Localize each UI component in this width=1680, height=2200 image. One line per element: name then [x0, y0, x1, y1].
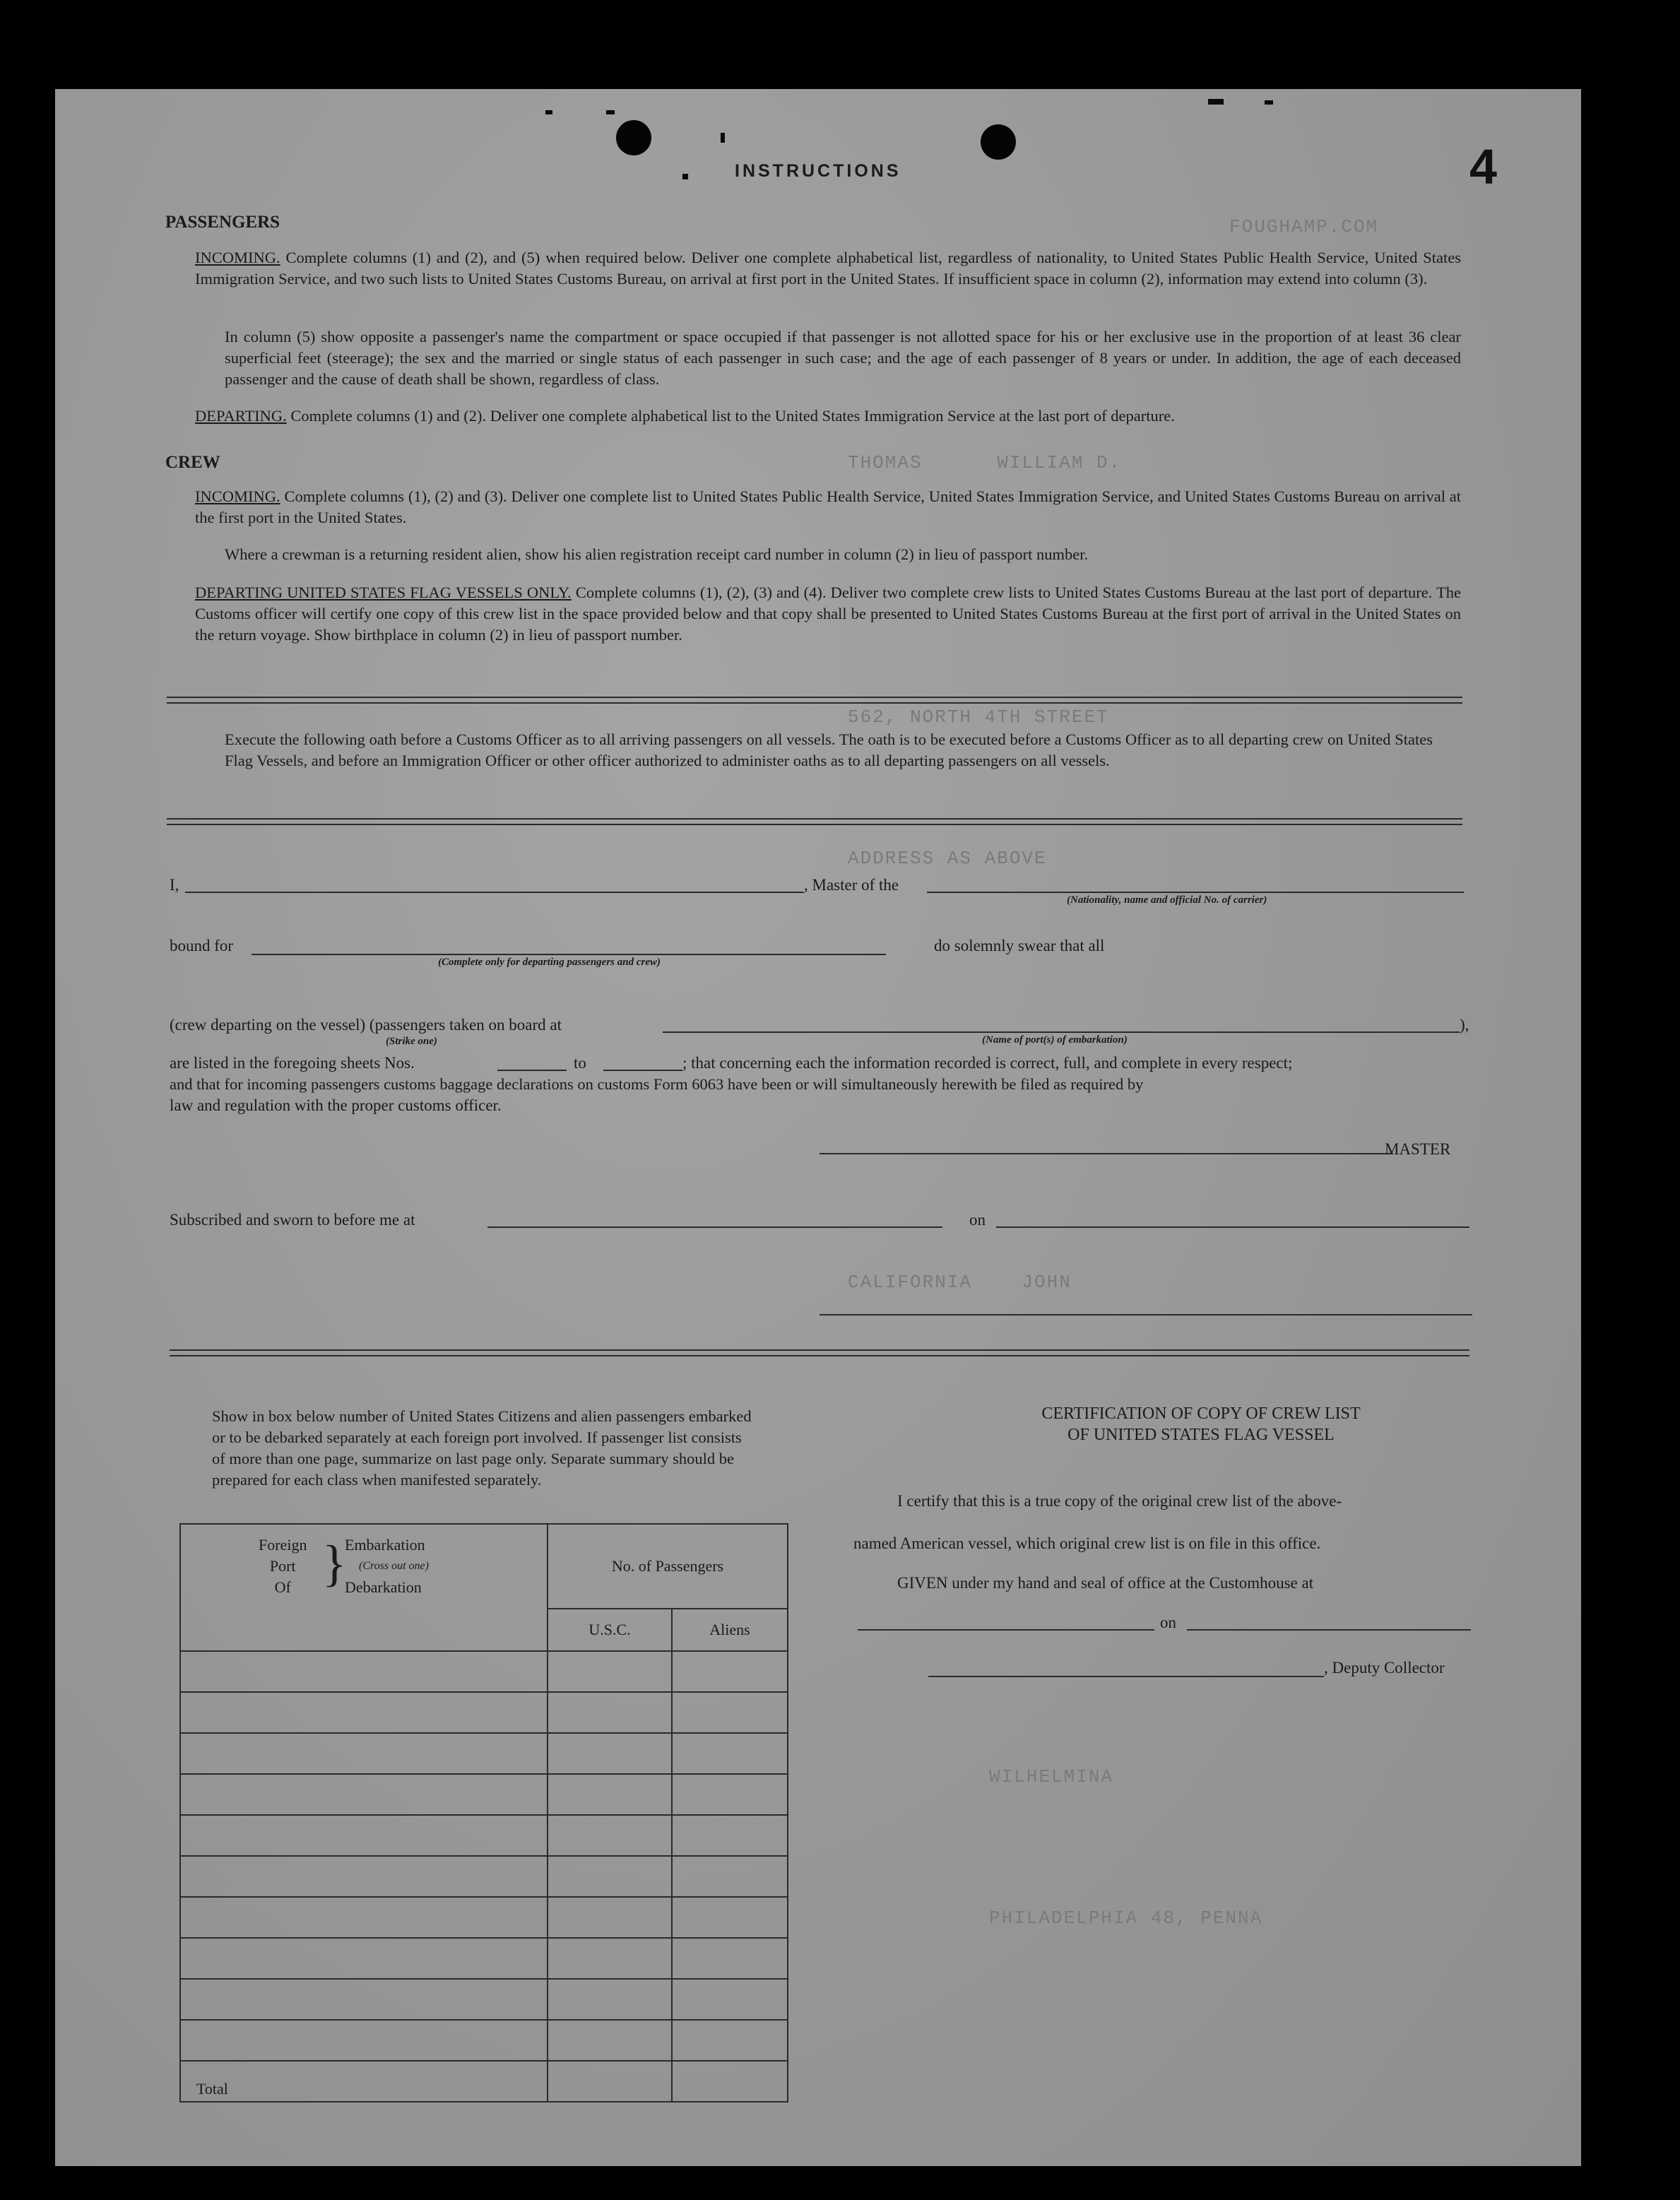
deputy-signature-line[interactable]	[928, 1676, 1324, 1677]
usc-cell[interactable]	[548, 1979, 672, 2020]
listed-line3: law and regulation with the proper customs officer.	[170, 1096, 502, 1114]
port-cell[interactable]	[180, 1979, 548, 2020]
of-label: Of	[274, 1578, 291, 1596]
crew-incoming-paragraph	[195, 486, 1461, 528]
crew-departing-paragraph	[195, 582, 1461, 646]
officer-signature-line[interactable]	[820, 1314, 1472, 1315]
usc-cell[interactable]	[548, 2020, 672, 2061]
aliens-cell[interactable]	[672, 1651, 788, 1692]
sheet-to-line[interactable]	[603, 1070, 682, 1071]
passengers-incoming-paragraph	[195, 247, 1461, 290]
cross-out-note: (Cross out one)	[359, 1560, 429, 1572]
aliens-cell[interactable]	[672, 1733, 788, 1774]
usc-cell[interactable]	[548, 1774, 672, 1815]
crew-departing-text: Complete columns (1), (2), (3) and (4). Deliver two complete crew lists to United States Customs Bureau at the last port of departure. The Customs officer will certify one copy of this crew list in the space provided below and that copy shall be presented to United States Customs Bureau at the first port of arrival in the United States on the return voyage. Show birthplace in column (2) in lieu of passport number.	[195, 584, 1462, 644]
port-cell[interactable]	[180, 1856, 548, 1897]
port-cell[interactable]	[180, 1774, 548, 1815]
certification-date-line[interactable]	[1187, 1629, 1471, 1631]
aliens-cell[interactable]	[672, 1856, 788, 1897]
aliens-cell[interactable]	[672, 1979, 788, 2020]
usc-cell[interactable]	[548, 1856, 672, 1897]
aliens-cell[interactable]	[672, 1938, 788, 1979]
usc-cell[interactable]	[548, 1938, 672, 1979]
swear-label: do solemnly swear that all	[934, 937, 1105, 954]
port-cell[interactable]	[180, 1897, 548, 1938]
customhouse-line[interactable]	[858, 1629, 1154, 1631]
listed-to-label: to	[574, 1054, 586, 1072]
aliens-cell[interactable]	[672, 1815, 788, 1856]
sheet-from-line[interactable]	[497, 1070, 567, 1071]
deputy-collector-label: , Deputy Collector	[1324, 1659, 1445, 1676]
punch-hole-right	[981, 124, 1016, 160]
usc-cell[interactable]	[548, 1897, 672, 1938]
port-cell[interactable]	[180, 1692, 548, 1733]
bleed-through: THOMAS WILLIAM D.	[848, 452, 1122, 473]
usc-cell[interactable]	[548, 1692, 672, 1733]
crew-departing-label: (crew departing on the vessel) (passengers taken on board at	[170, 1016, 562, 1034]
section-divider	[167, 697, 1462, 704]
page-title: INSTRUCTIONS	[735, 161, 901, 181]
listed-line2: and that for incoming passengers customs baggage declarations on customs Form 6063 have been or will simultaneously herewith be filed as required by	[170, 1075, 1144, 1093]
aliens-cell[interactable]	[672, 1692, 788, 1733]
certification-given: GIVEN under my hand and seal of office at the Customhouse at	[897, 1574, 1314, 1592]
usc-total-cell[interactable]	[548, 2061, 672, 2102]
port-cell[interactable]	[180, 1733, 548, 1774]
close-paren: ),	[1460, 1016, 1469, 1034]
oath-intro: Execute the following oath before a Customs Officer as to all arriving passengers on all vessels. The oath is to be executed before a Customs Officer as to all departing crew on United States Flag Vessels, and before an Immigration Officer or other officer authorized to administer oaths as to all departing passengers on all vessels.	[225, 731, 1433, 769]
bound-for-label: bound for	[170, 937, 234, 954]
subscribed-label: Subscribed and sworn to before me at	[170, 1211, 415, 1229]
corner-page-number: 4	[1469, 139, 1497, 194]
usc-cell[interactable]	[548, 1651, 672, 1692]
port-cell[interactable]	[180, 1815, 548, 1856]
no-of-passengers-header: No. of Passengers	[548, 1524, 788, 1609]
sworn-date-line[interactable]	[996, 1226, 1469, 1228]
punch-hole-left	[616, 120, 651, 155]
aliens-cell[interactable]	[672, 2020, 788, 2061]
passenger-summary-table	[179, 1523, 788, 2103]
sworn-place-line[interactable]	[487, 1226, 942, 1228]
certification-text-1: I certify that this is a true copy of the original crew list of the above-	[897, 1492, 1342, 1510]
carrier-note: (Nationality, name and official No. of carrier)	[1067, 894, 1267, 906]
foreign-label: Foreign	[259, 1536, 307, 1554]
ink-mark	[606, 110, 615, 114]
bound-for-line[interactable]	[252, 954, 886, 955]
aliens-cell[interactable]	[672, 1774, 788, 1815]
master-label: MASTER	[1385, 1140, 1451, 1158]
port-cell[interactable]	[180, 2020, 548, 2061]
ink-mark	[1265, 100, 1273, 105]
embarkation-label: Embarkation	[345, 1536, 425, 1554]
crew-departing-label: DEPARTING UNITED STATES FLAG VESSELS ONLY.	[195, 584, 572, 601]
bleed-through: WILHELMINA	[989, 1766, 1114, 1787]
bleed-through: PHILADELPHIA 48, PENNA	[989, 1908, 1263, 1929]
master-signature-line[interactable]	[820, 1153, 1393, 1154]
oath-i-label: I,	[170, 876, 179, 894]
sworn-on-label: on	[969, 1211, 986, 1229]
ink-mark	[721, 133, 725, 143]
aliens-header: Aliens	[672, 1609, 788, 1651]
ink-mark	[1208, 99, 1224, 105]
port-cell[interactable]	[180, 1651, 548, 1692]
listed-text: ; that concerning each the information recorded is correct, full, and complete in every respect;	[682, 1054, 1293, 1072]
bound-for-note: (Complete only for departing passengers and crew)	[438, 957, 661, 968]
crew-incoming-label: INCOMING.	[195, 487, 280, 505]
usc-cell[interactable]	[548, 1733, 672, 1774]
ink-mark	[682, 174, 688, 179]
passengers-departing-paragraph	[195, 406, 1461, 427]
brace-icon: }	[322, 1535, 347, 1592]
section-divider	[170, 1349, 1469, 1356]
master-name-line[interactable]	[185, 892, 804, 893]
usc-header: U.S.C.	[548, 1609, 672, 1651]
debarkation-label: Debarkation	[345, 1578, 422, 1596]
bleed-through: ADDRESS AS ABOVE	[848, 848, 1047, 869]
aliens-cell[interactable]	[672, 1897, 788, 1938]
certification-title-1: CERTIFICATION OF COPY OF CREW LIST	[1041, 1404, 1361, 1423]
passengers-heading: PASSENGERS	[165, 213, 280, 232]
certification-text-2: named American vessel, which original crew list is on file in this office.	[853, 1534, 1321, 1552]
crew-incoming-text: Complete columns (1), (2) and (3). Deliver one complete list to United States Public Health Service, United States Immigration Service, and United States Customs Bureau on arrival at the first port in the United States.	[195, 487, 1461, 526]
passengers-incoming-label: INCOMING.	[195, 249, 280, 266]
listed-label: are listed in the foregoing sheets Nos.	[170, 1054, 415, 1072]
bleed-through: FOUGHAMP.COM	[1229, 216, 1379, 237]
section-divider	[167, 818, 1462, 825]
certification-title-2: OF UNITED STATES FLAG VESSEL	[1067, 1426, 1335, 1444]
passengers-departing-text: Complete columns (1) and (2). Deliver one complete alphabetical list to the United States Immigration Service at the last port of departure.	[290, 407, 1175, 425]
certification-on: on	[1160, 1614, 1176, 1631]
port-header-cell	[180, 1524, 548, 1651]
embarkation-ports-line[interactable]	[663, 1031, 1460, 1033]
bleed-through: CALIFORNIA JOHN	[848, 1272, 1072, 1293]
total-label: Total	[180, 2061, 548, 2102]
usc-cell[interactable]	[548, 1815, 672, 1856]
aliens-total-cell[interactable]	[672, 2061, 788, 2102]
crew-heading: CREW	[165, 453, 220, 472]
strike-note: (Strike one)	[386, 1036, 437, 1047]
port-label: Port	[269, 1557, 296, 1575]
port-cell[interactable]	[180, 1938, 548, 1979]
master-of-label: , Master of the	[804, 876, 899, 894]
crew-resident-paragraph: Where a crewman is a returning resident alien, show his alien registration receipt card number in column (2) in lieu of passport number.	[225, 545, 1089, 563]
carrier-line[interactable]	[927, 892, 1464, 893]
passengers-incoming-text: Complete columns (1) and (2), and (5) when required below. Deliver one complete alphabetical list, regardless of nationality, to United States Public Health Service, United States Immigration Service, and two such lists to United States Customs Bureau, on arrival at first port in the United States. If insufficient space in column (2), information may extend into column (3).	[195, 249, 1462, 288]
bleed-through: 562, NORTH 4TH STREET	[848, 706, 1109, 728]
passengers-departing-label: DEPARTING.	[195, 407, 287, 425]
ports-note: (Name of port(s) of embarkation)	[982, 1034, 1128, 1046]
ink-mark	[545, 110, 552, 114]
column5-paragraph: In column (5) show opposite a passenger's name the compartment or space occupied if that passenger is not allotted space for his or her exclusive use in the proportion of at least 36 clear superficial feet (steerage); the sex and the married or single status of each passenger in such case; and the age of each passenger of 8 years or under. In addition, the age of each deceased passenger and the cause of death shall be shown, regardless of class.	[225, 328, 1461, 388]
summary-instructions: Show in box below number of United States Citizens and alien passengers embarked or to be debarked separately at each foreign port involved. If passenger list consists of more than one page, summarize on last page only. Separate summary should be prepared for each class when manifested separately.	[212, 1407, 752, 1489]
